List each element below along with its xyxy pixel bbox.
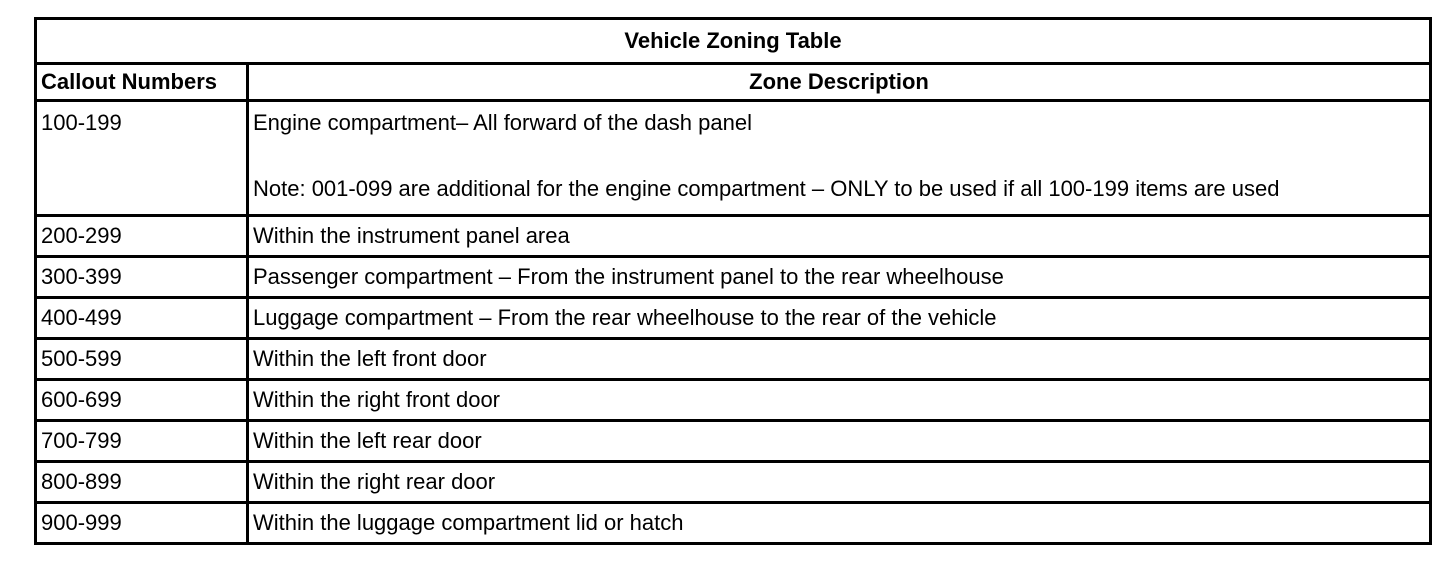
callout-cell: 400-499 <box>37 299 249 340</box>
callout-cell: 900-999 <box>37 504 249 542</box>
callout-cell: 100-199 <box>37 102 249 217</box>
table-row <box>37 299 1429 340</box>
zone-cell: Within the right front door <box>249 381 1429 422</box>
zone-description: Engine compartment– All forward of the dash panel <box>253 110 752 135</box>
vehicle-zoning-table <box>34 17 1432 545</box>
callout-cell: 700-799 <box>37 422 249 463</box>
callout-cell: 800-899 <box>37 463 249 504</box>
header-callout-numbers: Callout Numbers <box>37 65 249 102</box>
table-title: Vehicle Zoning Table <box>37 20 1429 65</box>
zone-cell <box>249 102 1429 217</box>
zone-note: Note: 001-099 are additional for the engine compartment – ONLY to be used if all 100-199 items are used <box>253 176 1280 201</box>
table-row <box>37 340 1429 381</box>
table-row <box>37 504 1429 542</box>
header-zone-description: Zone Description <box>249 65 1429 102</box>
callout-cell: 200-299 <box>37 217 249 258</box>
zone-cell: Within the left rear door <box>249 422 1429 463</box>
callout-cell: 500-599 <box>37 340 249 381</box>
zone-cell: Within the right rear door <box>249 463 1429 504</box>
callout-cell: 600-699 <box>37 381 249 422</box>
callout-cell: 300-399 <box>37 258 249 299</box>
zone-cell: Passenger compartment – From the instrument panel to the rear wheelhouse <box>249 258 1429 299</box>
table-row <box>37 258 1429 299</box>
table-row <box>37 102 1429 217</box>
table-row <box>37 381 1429 422</box>
zone-cell: Luggage compartment – From the rear wheelhouse to the rear of the vehicle <box>249 299 1429 340</box>
zone-cell: Within the left front door <box>249 340 1429 381</box>
header-row <box>37 65 1429 102</box>
zone-cell: Within the luggage compartment lid or hatch <box>253 510 684 535</box>
table-row <box>37 422 1429 463</box>
table-row <box>37 217 1429 258</box>
title-row <box>37 20 1429 65</box>
table-row <box>37 463 1429 504</box>
zone-cell: Within the instrument panel area <box>249 217 1429 258</box>
